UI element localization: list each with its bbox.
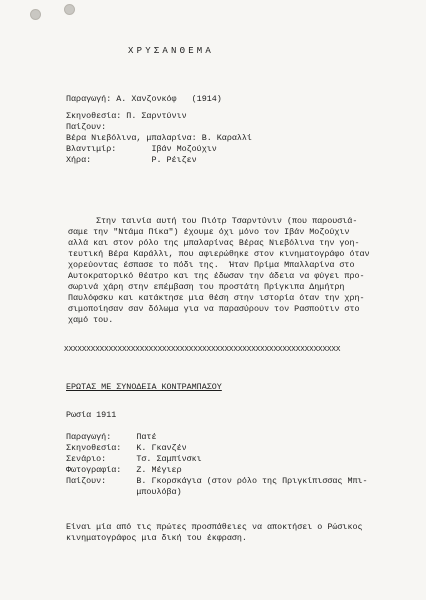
film2-title: ΕΡΩΤΑΣ ΜΕ ΣΥΝΟΔΕΙΑ ΚΟΝΤΡΑΜΠΑΣΟΥ	[66, 382, 222, 392]
credit-line: Παίζουν: Β. Γκορσκάγια (στον ρόλο της Πριγκίπισσας Μπι-	[66, 476, 368, 486]
paragraph-line: τευτική Βέρα Καράλλι, που αφιερώθηκε στον κινηματογράφο όταν	[68, 249, 370, 259]
punch-hole	[30, 9, 41, 20]
film2-country-year: Ρωσία 1911	[66, 410, 117, 420]
paragraph-line: χαμό του.	[68, 315, 114, 325]
paragraph-line: Παυλόφσκυ και κατάκτησε μια θέση στην ιστορία όταν την χρη-	[68, 293, 365, 303]
credit-line: μπουλόβα)	[66, 487, 182, 497]
punch-hole	[64, 4, 75, 15]
cast-line: Βλαντιμίρ: Ιβάν Μοζούχιν	[66, 144, 217, 154]
paragraph-line: χορεύοντας έσπασε το πόδι της. Ήταν Πρίμα Μπαλλαρίνα στο	[68, 260, 355, 270]
film2-note-line: κινηματογράφος μια δική του έκφραση.	[66, 533, 247, 543]
page-title: ΧΡΥΣΑΝΘΕΜΑ	[128, 46, 215, 56]
cast-line: Βέρα Νιεβόλινα, μπαλαρίνα: Β. Καραλλί	[66, 133, 252, 143]
director-line: Σκηνοθεσία: Π. Σαρντύνιν	[66, 111, 187, 121]
credit-line: Σενάριο: Τσ. Σαμπίνσκι	[66, 454, 202, 464]
paragraph-line: Αυτοκρατορικό θέατρο και της έδωσαν την άδεια να φύγει προ-	[68, 271, 365, 281]
credit-line: Παραγωγή: Πατέ	[66, 432, 157, 442]
film2-note-line: Είναι μία από τις πρώτες προσπάθειες να αποκτήσει ο Ρώσικος	[66, 522, 363, 532]
separator-line: XXXXXXXXXXXXXXXXXXXXXXXXXXXXXXXXXXXXXXXXXXXXXXXXXXXXXXXXXXXXXX	[64, 346, 341, 354]
production-line: Παραγωγή: Α. Χανζονκόφ (1914)	[66, 94, 222, 104]
paragraph-line: Στην ταινία αυτή του Πιότρ Τσαρντύνιν (που παρουσιά-	[96, 216, 358, 226]
cast-heading: Παίζουν:	[66, 122, 107, 132]
credit-line: Σκηνοθεσία: Κ. Γκανζέν	[66, 443, 187, 453]
paragraph-line: σωρινά χάρη στην επέμβαση του προστάτη Πρίγκιπα Δημήτρη	[68, 282, 345, 292]
paragraph-line: σαμε την "Ντάμα Πίκα") έχουμε όχι μόνο τον Ιβάν Μοζούχιν	[68, 227, 350, 237]
paragraph-line: σιμοποίησαν σαν δόλωμα για να παρασύρουν τον Ρασπούτιν στο	[68, 304, 360, 314]
paragraph-line: αλλά και στον ρόλο της μπαλαρίνας Βέρας Νιεβόλινα την γοη-	[68, 238, 360, 248]
cast-line: Χήρα: Ρ. Ρέιζεν	[66, 155, 197, 165]
credit-line: Φωτογραφία: Ζ. Μέγιερ	[66, 465, 182, 475]
